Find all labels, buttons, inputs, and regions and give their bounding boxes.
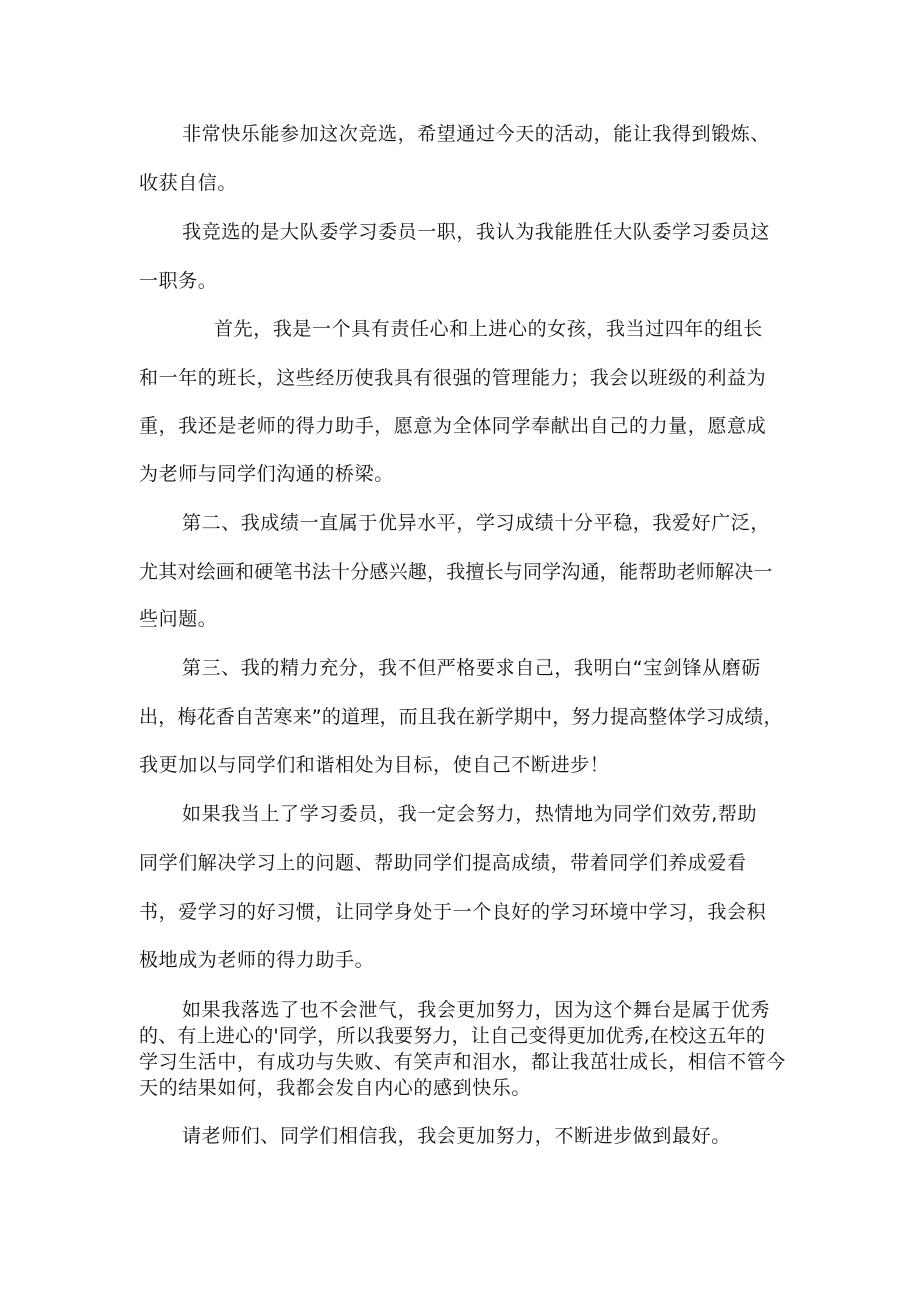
paragraph-8-line-1: 请老师们、同学们相信我，我会更加努力，不断进步做到最好。 [182, 1125, 731, 1147]
paragraph-3-line-4: 为老师与同学们沟通的桥梁。 [139, 463, 394, 485]
paragraph-3-line-1: 首先，我是一个具有责任心和上进心的女孩，我当过四年的组长 [214, 318, 763, 340]
paragraph-5-line-3: 我更加以与同学们和谐相处为目标，使自己不断进步！ [139, 754, 610, 776]
paragraph-4-line-2: 尤其对绘画和硬笔书法十分感兴趣，我擅长与同学沟通，能帮助老师解决一 [139, 561, 773, 583]
paragraph-1-line-2: 收获自信。 [139, 172, 238, 194]
paragraph-7-line-3: 学习生活中，有成功与失败、有笑声和泪水，都让我茁壮成长，相信不管今 [139, 1051, 786, 1073]
paragraph-4-line-3: 些问题。 [139, 608, 218, 630]
paragraph-2-line-2: 一职务。 [139, 270, 218, 292]
paragraph-5-line-2: 出，梅花香自苦寒来”的道理，而且我在新学期中，努力提高整体学习成绩， [139, 706, 783, 728]
paragraph-6-line-4: 极地成为老师的得力助手。 [139, 949, 375, 971]
paragraph-2-line-1: 我竞选的是大队委学习委员一职，我认为我能胜任大队委学习委员这 [182, 221, 771, 243]
paragraph-7-line-1: 如果我落选了也不会泄气，我会更加努力，因为这个舞台是属于优秀 [182, 999, 771, 1021]
paragraph-4-line-1: 第二、我成绩一直属于优异水平，学习成绩十分平稳，我爱好广泛， [182, 512, 771, 534]
paragraph-3-line-3: 重，我还是老师的得力助手，愿意为全体同学奉献出自己的力量，愿意成 [139, 415, 767, 437]
paragraph-6-line-2: 同学们解决学习上的问题、帮助同学们提高成绩，带着同学们养成爱看 [139, 852, 747, 874]
paragraph-5-line-1: 第三、我的精力充分，我不但严格要求自己，我明白“宝剑锋从磨砺 [182, 657, 761, 679]
paragraph-6-line-1: 如果我当上了学习委员，我一定会努力，热情地为同学们效劳,帮助 [182, 803, 758, 825]
paragraph-6-line-3: 书，爱学习的好习惯，让同学身处于一个良好的学习环境中学习，我会积 [139, 901, 767, 923]
paragraph-1-line-1: 非常快乐能参加这次竞选，希望通过今天的活动，能让我得到锻炼、 [182, 123, 771, 145]
paragraph-7-line-2: 的、有上进心的'同学，所以我要努力，让自己变得更加优秀,在校这五年的 [139, 1025, 766, 1047]
paragraph-3-line-2: 和一年的班长，这些经历使我具有很强的管理能力；我会以班级的利益为 [139, 367, 767, 389]
paragraph-7-line-4: 天的结果如何，我都会发自内心的感到快乐。 [139, 1077, 532, 1099]
